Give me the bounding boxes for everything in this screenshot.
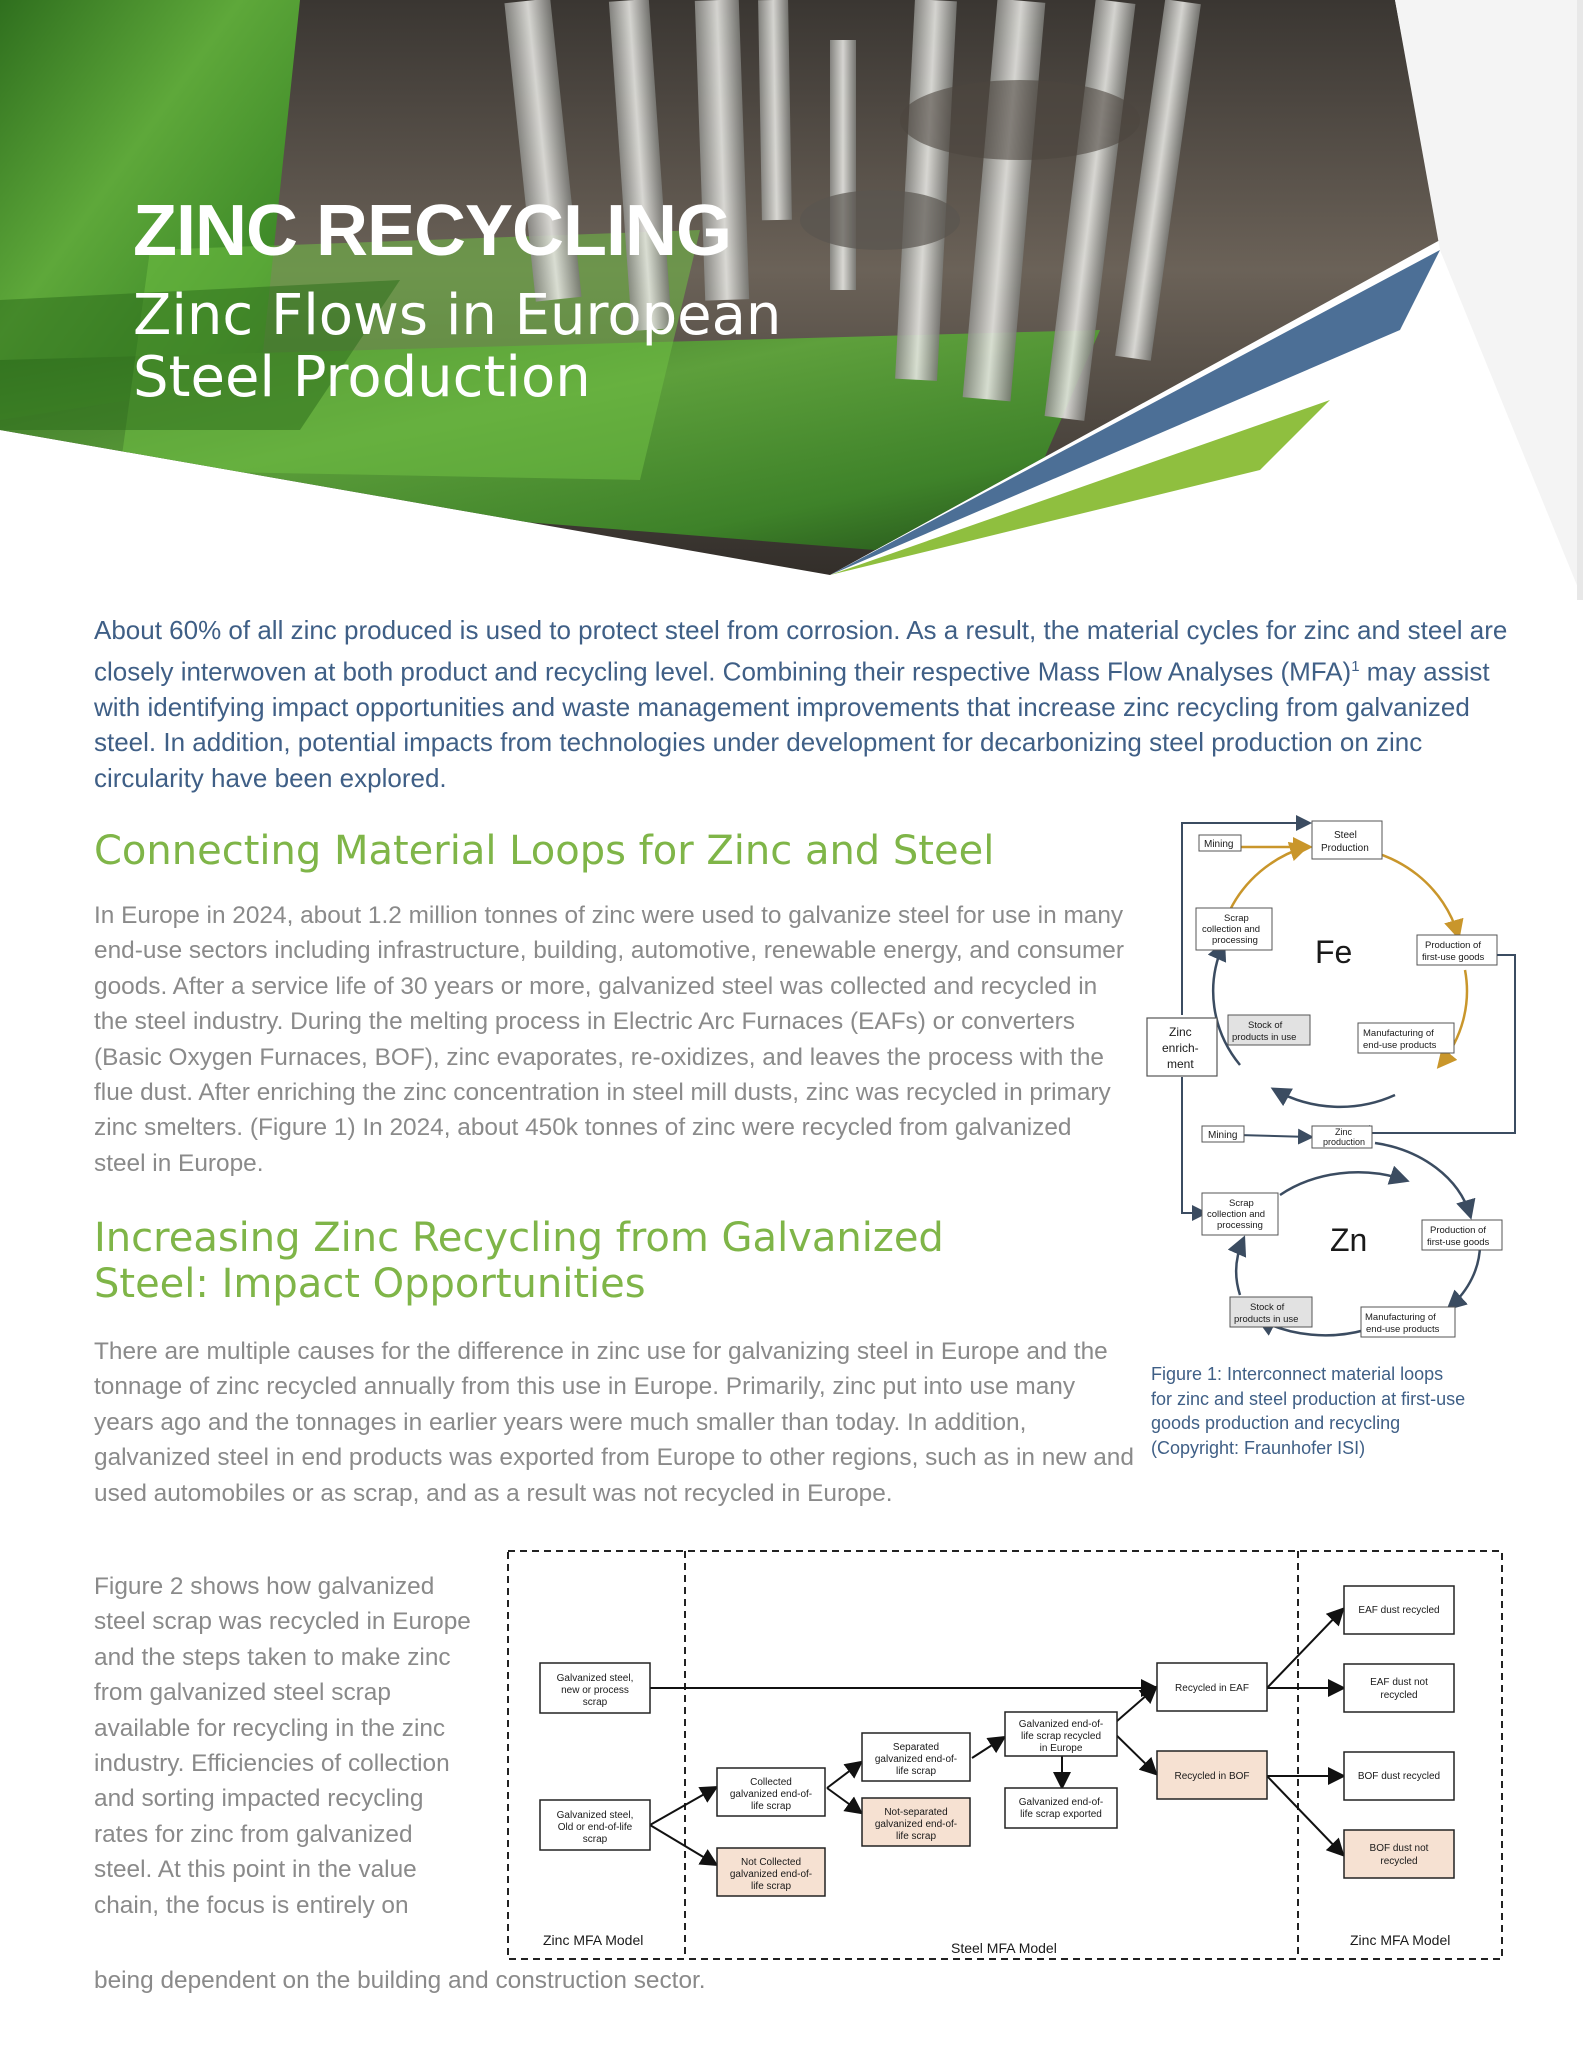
region-label-steel-mfa: Steel MFA Model [951,1940,1057,1956]
node-text: Collected [750,1777,792,1788]
zn-node-production: first-use goods [1427,1237,1490,1248]
section-heading [94,1215,944,1307]
fe-node-manufacturing: end-use products [1363,1040,1437,1051]
node-text: Galvanized end-of- [1018,1797,1104,1808]
node-text: Not Collected [740,1857,802,1868]
node-text: BOF dust not [1369,1843,1429,1854]
node-text: Galvanized steel, [556,1673,634,1684]
zn-node-zinc-production: Zinc [1335,1127,1353,1137]
intro-paragraph [94,613,1524,796]
fe-node-scrap: Scrap [1224,913,1249,924]
node-text: EAF dust recycled [1358,1605,1440,1616]
zinc-enrichment-label: enrich- [1162,1041,1199,1055]
zn-label: Zn [1330,1222,1368,1258]
fe-loop [1196,821,1497,1107]
node-text: recycled [1380,1690,1418,1701]
node-text: Galvanized steel, [556,1810,634,1821]
fe-node-production: Production of [1425,940,1481,951]
node-text: life scrap recycled [1020,1731,1102,1742]
node-text: BOF dust recycled [1357,1771,1441,1782]
section-body: In Europe in 2024, about 1.2 million tonnes of zinc were used to galvanize steel for use in many end-use sectors including infrastructure, building, automotive, renewable energy, and consumer goods. After a service life of 30 years or more, galvanized steel was collected and recycled in the steel industry. During the melting process in Electric Arc Furnaces (EAFs) or converters (Basic Oxygen Furnaces, BOF), zinc evaporates, re-oxidizes, and leaves the process with the flue dust. After enriching the zinc concentration in steel mill dusts, zinc was recycled in primary zinc smelters. (Figure 1) In 2024, about 450k tonnes of zinc were recycled from galvanized steel in Europe. [94,902,1124,1177]
caption-line: goods production and recycling [1151,1413,1401,1433]
zn-node-zinc-production: production [1323,1137,1366,1147]
intro-text: may assist with identifying impact opportunities and waste management improvements that increase zinc recycling from galvanized steel. In addition, potential impacts from technologies under development for decarbonizing steel production on zinc circularity have been explored. [94,656,1490,793]
caption-line: Figure 1: Interconnect material loops [1151,1364,1444,1384]
zinc-enrichment-label: Zinc [1169,1025,1192,1039]
zn-node-stock: Stock of [1250,1302,1285,1313]
node-recycled-bof [1157,1751,1267,1799]
caption-line: (Copyright: Fraunhofer ISI) [1151,1437,1366,1458]
node-text: life scrap [895,1831,937,1842]
zn-node-scrap: processing [1217,1220,1263,1231]
node-text: Recycled in BOF [1174,1771,1250,1782]
node-not-separated [862,1798,970,1846]
node-text: recycled [1380,1856,1418,1867]
node-old-scrap [540,1800,650,1850]
node-text: Recycled in EAF [1175,1683,1249,1694]
caption-line: for zinc and steel production at first-use [1151,1388,1466,1409]
fe-node-steel-production: Steel [1334,830,1357,841]
node-bof-dust-recycled [1344,1752,1454,1800]
footnote-mark: 1 [1351,657,1360,675]
node-text: Not-separated [884,1807,948,1818]
subtitle-line: Zinc Flows in European [133,283,782,348]
zn-node-mining: Mining [1208,1130,1238,1141]
node-text: galvanized end-of- [874,1754,958,1765]
node-text: Galvanized end-of- [1018,1719,1104,1730]
node-text: galvanized end-of- [729,1869,813,1880]
node-text: Separated [892,1742,940,1753]
node-text: Old or end-of-life [557,1822,633,1833]
node-text: scrap [582,1697,608,1708]
region-label-zinc-mfa: Zinc MFA Model [543,1932,644,1948]
node-bof-dust-not [1344,1830,1454,1878]
page-title: ZINC RECYCLING [133,191,731,271]
heading-line: Increasing Zinc Recycling from Galvanized [94,1215,944,1261]
node-text: galvanized end-of- [874,1819,958,1830]
node-text: life scrap [750,1801,792,1812]
page-subtitle [133,285,781,409]
node-not-collected [717,1848,825,1896]
node-exported [1005,1788,1117,1828]
region-label-zinc-mfa: Zinc MFA Model [1350,1932,1451,1948]
figure-1-caption [1151,1362,1511,1460]
heading-line: Steel: Impact Opportunities [94,1261,646,1307]
fe-node-stock: products in use [1232,1032,1297,1043]
figure-2-diagram [505,1548,1505,1963]
zn-node-scrap: collection and [1207,1209,1266,1220]
node-text: life scrap [895,1766,937,1777]
node-text: scrap [582,1834,608,1845]
subtitle-line: Steel Production [133,345,591,410]
node-new-scrap [540,1663,650,1713]
section-heading: Connecting Material Loops for Zinc and Steel [94,828,995,874]
fe-node-scrap: processing [1212,935,1258,946]
node-text: new or process [561,1685,629,1696]
fe-node-stock: Stock of [1248,1020,1283,1031]
node-eaf-dust-not [1344,1664,1454,1712]
node-text: life scrap [750,1881,792,1892]
section-body: being dependent on the building and construction sector. [94,1967,706,1994]
intro-text: About 60% of all zinc produced is used to protect steel from corrosion. As a result, the material cycles for zinc and steel are closely interwoven at both product and recycling level. Combining their respective Mass Flow Analyses (MFA) [94,615,1508,687]
node-recycled-eaf [1157,1663,1267,1711]
hero-banner [0,0,1583,600]
fe-node-manufacturing: Manufacturing of [1363,1028,1434,1039]
node-text: in Europe [1039,1743,1083,1754]
node-separated [862,1733,970,1781]
node-eaf-dust-recycled [1344,1586,1454,1634]
zinc-enrichment-label: ment [1167,1057,1194,1071]
node-text: galvanized end-of- [729,1789,813,1800]
node-text: EAF dust not [1370,1677,1428,1688]
section-body: There are multiple causes for the difference in zinc use for galvanizing steel in Europe and the tonnage of zinc recycled annually from this use in Europe. Primarily, zinc put into use many years ago and the tonnages in earlier years were much smaller than today. In addition, galvanized steel in end products was exported from Europe to other regions, such as in new and used automobiles or as scrap, and as a result was not recycled in Europe. [94,1338,1134,1507]
zn-loop [1202,1126,1502,1337]
node-collected [717,1768,825,1816]
section-body: Figure 2 shows how galvanized steel scrap was recycled in Europe and the steps taken to make zinc from galvanized steel scrap available for recycling in the zinc industry. Efficiencies of collection and sorting impacted recycling rates for zinc from galvanized steel. At this point in the value chain, the focus is entirely on [94,1573,471,1919]
fe-label: Fe [1315,934,1353,970]
fe-node-production: first-use goods [1422,952,1485,963]
fe-node-steel-production: Production [1321,843,1369,854]
node-text: life scrap exported [1020,1809,1102,1820]
zn-node-manufacturing: Manufacturing of [1365,1312,1436,1323]
figure-1-diagram [1140,815,1530,1345]
node-recycled-europe [1005,1712,1117,1756]
zn-node-scrap: Scrap [1229,1198,1254,1209]
zn-node-production: Production of [1430,1225,1486,1236]
zn-node-stock: products in use [1234,1314,1299,1325]
zn-node-manufacturing: end-use products [1366,1324,1440,1335]
page-curl [1395,0,1583,600]
fe-node-mining: Mining [1204,839,1234,850]
fe-node-scrap: collection and [1202,924,1261,935]
